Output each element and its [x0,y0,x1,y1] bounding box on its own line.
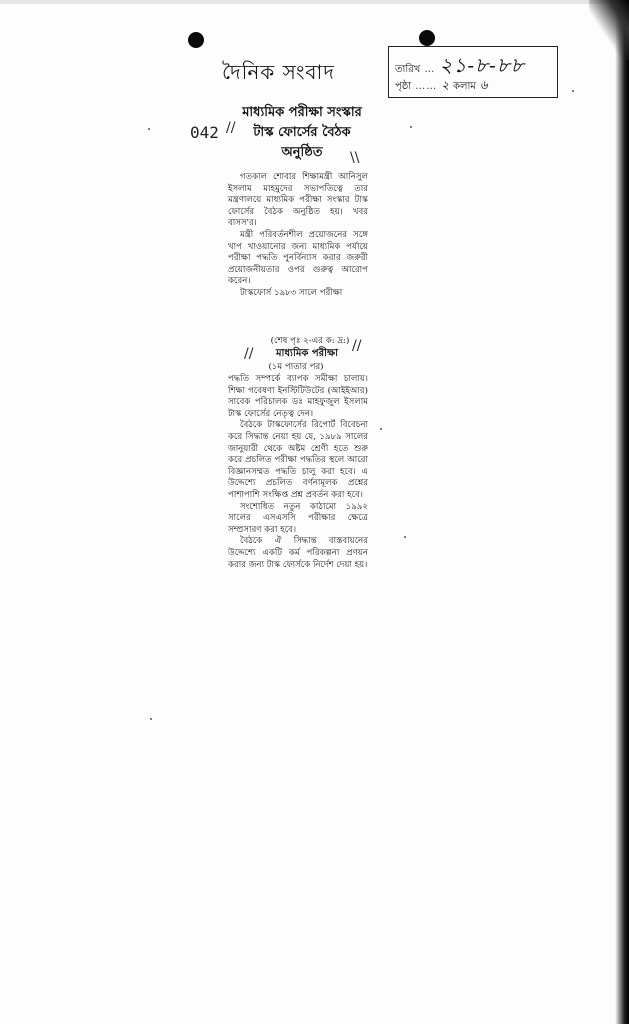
headline-line-2: টাস্ক ফোর্সের বৈঠক [253,125,351,140]
continued-note: (শেষ পৃঃ ২-এর ক: দ্র:) [270,336,350,346]
article-body-part-1 [228,172,368,300]
stamp-date-value: ২১-৮-৮৮ [439,53,525,77]
punch-hole-left [188,32,204,48]
headline-line-1: মাধ্যমিক পরীক্ষা সংস্কার [242,105,362,120]
article-body-part-2 [228,374,368,571]
stamp-page-row [395,77,488,97]
headline-line-3: অনুষ্ঠিত [281,145,323,160]
article-paragraph: গতকাল শোবার শিক্ষামন্ত্রী আনিসুল ইসলাম মাহমুদের সভাপতিত্বে তার মন্ত্রণালয়ে মাধ্যমিক পরীক্ষা সংস্কার টাস্ক ফোর্সের বৈঠক অনুষ্ঠিত হয়। খবর বাসস'র। [228,172,368,229]
continuation-slash-marks: // [352,338,362,354]
archive-stamp [388,46,558,98]
punch-hole-right [419,30,435,46]
scan-speck [380,428,382,430]
headline-slash-marks: // [226,120,236,136]
stamp-dots: … [424,64,436,75]
continuation-slash-marks: // [244,346,254,362]
scan-speck [148,128,150,130]
archive-sequence-number: 042 [190,123,219,142]
scan-speck [404,536,406,538]
article-paragraph: টাস্কফোর্স ১৯৮৩ সালে পরীক্ষা [240,287,343,298]
stamp-page-label: পৃষ্ঠা [395,81,412,92]
article-paragraph: সংশোধিত নতুন কাঠামো ১৯৯২ সালের এসএসসি পরীক্ষার ক্ষেত্রে সম্প্রসারণ করা হবে। [228,501,368,535]
stamp-column-value: ৬ [479,78,488,92]
scan-speck [572,90,574,92]
scan-corner-shadow [589,0,629,60]
article-paragraph: মন্ত্রী পরিবর্তনশীল প্রয়োজনের সঙ্গে খাপ খাওয়ানোর জন্য মাধ্যমিক পর্যায়ে পরীক্ষা পদ্ধতি পুনর্বিন্যাস করার জরুরী প্রয়োজনীয়তার ওপর গুরুত্ব আরোপ করেন। [228,229,368,287]
stamp-dots: …… [415,81,438,92]
continuation-source: (১ম পাতার পর) [268,362,324,372]
headline-slash-marks: \\ [350,150,360,166]
article-paragraph: বৈঠকে টাস্কফোর্সের রিপোর্ট বিবেচনা করে সিদ্ধান্ত নেয়া হয় যে, ১৯৮৯ সালের জানুয়ারী থেকে অষ্টম শ্রেণী হতে শুরু করে প্রচলিত পরীক্ষা পদ্ধতির স্থলে আরো বিজ্ঞানসম্মত পদ্ধতি চালু করা হবে। এ উদ্দেশ্যে প্রচলিত বর্ণনামূলক প্রশ্নের পাশাপাশি সংক্ষিপ্ত প্রশ্ন প্রবর্তন করা হবে। [228,420,368,500]
scan-top-edge [0,0,629,4]
article-paragraph: বৈঠকে ঐ সিদ্ধান্ত বাস্তবায়নের উদ্দেশ্যে একটি কর্ম পরিকল্পনা প্রণয়ন করার জন্য টাস্ক ফোর্সকে নির্দেশ দেয়া হয়। [228,536,368,570]
stamp-date-label: তারিখ [395,64,421,75]
scan-speck [150,718,152,720]
scan-right-edge [615,0,629,1024]
stamp-column-label: কলাম [453,81,476,92]
stamp-page-value: ২ [441,78,450,92]
newspaper-masthead: দৈনিক সংবাদ [222,60,335,84]
scan-speck [410,126,412,128]
continuation-headline: মাধ্যমিক পরীক্ষা [276,348,338,359]
article-paragraph: পদ্ধতি সম্পর্কে ব্যাপক সমীক্ষা চালায়। শিক্ষা গবেষণা ইনস্টিটিউটের (আইইআর) সাবেক পরিচালক ডঃ মাহফুজুল ইসলাম টাস্ক ফোর্সের নেতৃত্ব দেন। [228,374,368,419]
